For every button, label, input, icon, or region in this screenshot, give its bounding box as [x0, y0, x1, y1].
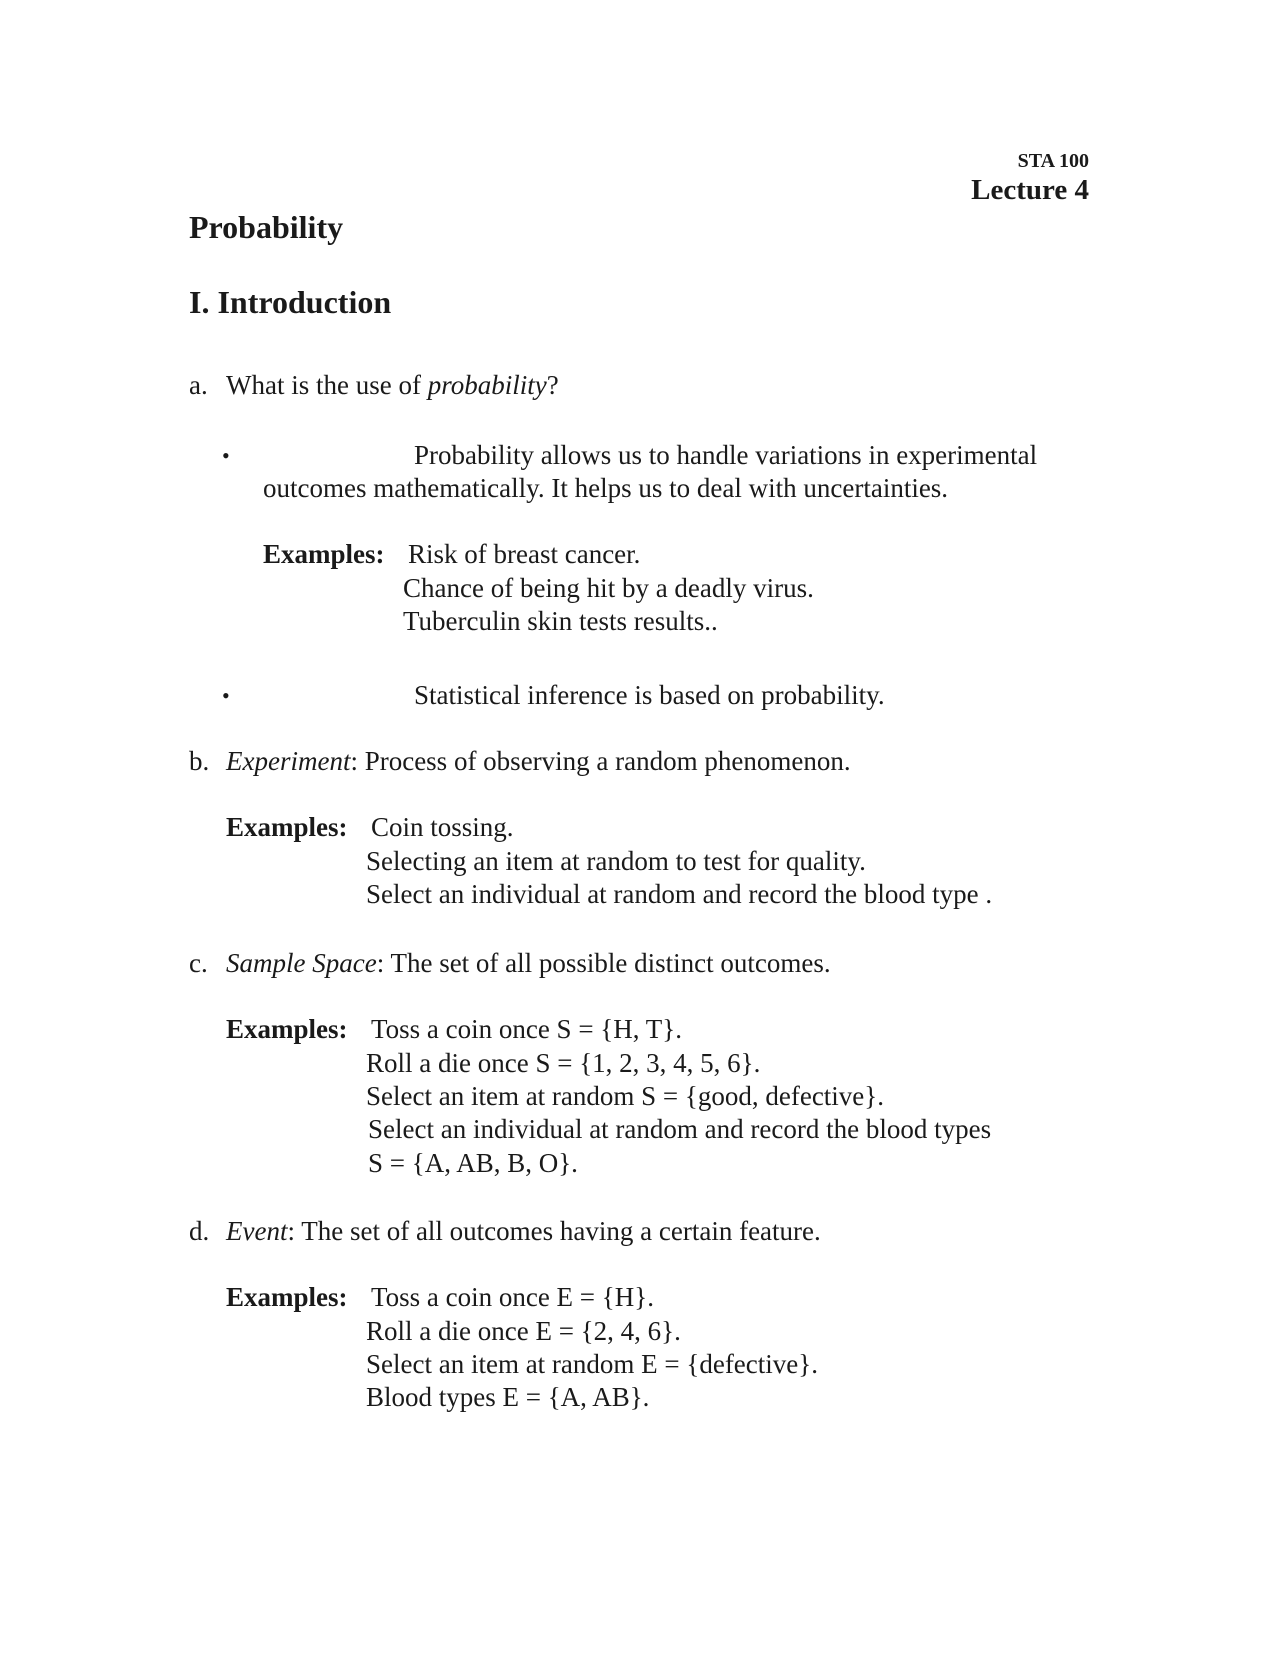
item-a-examples-label: Examples: — [263, 539, 385, 569]
item-a-prefix: What is the use of — [226, 370, 428, 400]
item-d-marker: d. — [189, 1216, 210, 1246]
item-c-marker: c. — [189, 948, 208, 978]
item-d-definition — [226, 1216, 821, 1247]
item-d-term: Event — [226, 1216, 288, 1246]
item-c-text: : The set of all possible distinct outcomes. — [376, 948, 831, 978]
bullet-2-text: Statistical inference is based on probability. — [414, 680, 885, 710]
item-d-examples-label: Examples: — [226, 1282, 348, 1312]
item-c-definition — [226, 948, 831, 979]
item-b-marker: b. — [189, 746, 210, 776]
item-c-example-4-continued: S = {A, AB, B, O}. — [368, 1148, 578, 1178]
item-d-text: : The set of all outcomes having a certain feature. — [287, 1216, 821, 1246]
item-b-term: Experiment — [226, 746, 351, 776]
item-b-example-2: Selecting an item at random to test for quality. — [366, 846, 866, 876]
item-b-examples-label: Examples: — [226, 812, 348, 842]
item-c-term: Sample Space — [226, 948, 377, 978]
item-b-example-1: Coin tossing. — [371, 812, 514, 842]
lecture-number: Lecture 4 — [971, 174, 1089, 206]
course-code: STA 100 — [1017, 150, 1089, 172]
item-a-suffix: ? — [546, 370, 559, 400]
item-a-example-2: Chance of being hit by a deadly virus. — [403, 573, 814, 603]
bullet-1-line-1: Probability allows us to handle variations in experimental — [414, 440, 1038, 470]
item-a-example-3: Tuberculin skin tests results.. — [403, 606, 718, 636]
bullet-1-marker: • — [222, 443, 230, 468]
item-c-example-1: Toss a coin once S = {H, T}. — [371, 1014, 682, 1044]
item-c-example-4: Select an individual at random and record the blood types — [368, 1114, 992, 1144]
item-d-example-2: Roll a die once E = {2, 4, 6}. — [366, 1316, 681, 1346]
item-a-term: probability — [427, 370, 547, 400]
bullet-2-marker: • — [222, 683, 230, 708]
item-c-examples-label: Examples: — [226, 1014, 348, 1044]
bullet-1-line-2: outcomes mathematically. It helps us to deal with uncertainties. — [263, 473, 949, 503]
item-c-example-3: Select an item at random S = {good, defective}. — [366, 1081, 884, 1111]
item-d-example-1: Toss a coin once E = {H}. — [371, 1282, 654, 1312]
item-b-example-3: Select an individual at random and record the blood type . — [366, 879, 993, 909]
item-a-example-1: Risk of breast cancer. — [408, 539, 641, 569]
item-d-example-4: Blood types E = {A, AB}. — [366, 1382, 650, 1412]
page-title: Probability — [189, 209, 344, 245]
item-a-marker: a. — [189, 370, 208, 400]
item-c-example-2: Roll a die once S = {1, 2, 3, 4, 5, 6}. — [366, 1048, 761, 1078]
item-b-definition — [226, 746, 851, 777]
section-title: I. Introduction — [189, 284, 392, 320]
item-b-text: : Process of observing a random phenomenon. — [350, 746, 851, 776]
item-d-example-3: Select an item at random E = {defective}. — [366, 1349, 818, 1379]
item-a-question — [226, 370, 559, 401]
